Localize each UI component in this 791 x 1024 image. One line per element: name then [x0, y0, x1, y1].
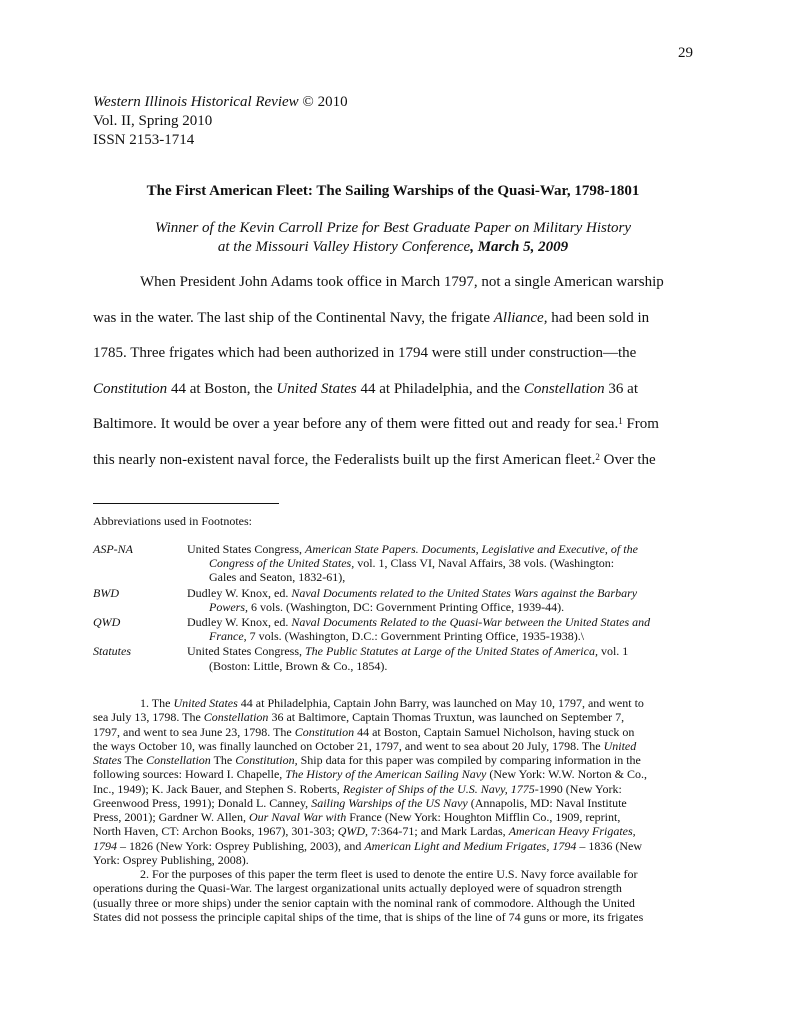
abbreviation-entry — [93, 586, 693, 614]
footnote-line: Press, 2001); Gardner W. Allen, Our Naval War with France (New York: Houghton Mifflin Co., 1909, reprint, — [93, 810, 621, 824]
subtitle-line-2 — [93, 238, 693, 257]
footnote-line: States did not possess the principle capital ships of the time, that is ships of the line of 74 guns or more, its frigates — [93, 909, 644, 924]
subtitle-conference: at the Missouri Valley History Conference — [217, 239, 471, 255]
abbreviation-entry — [93, 542, 693, 585]
footnote-line: following sources: Howard I. Chapelle, The History of the American Sailing Navy (New York: W.W. Norton & Co., — [93, 767, 647, 782]
journal-copyright: © 2010 — [298, 94, 348, 110]
footnote-line: 1797, and went to sea June 23, 1798. The Constitution 44 at Boston, Captain Samuel Nicholson, having stuck on — [93, 724, 635, 739]
footnote-line: 1794 – 1826 (New York: Osprey Publishing, 2003), and American Light and Medium Frigates, 1794 – 1836 (New — [93, 838, 642, 853]
abbreviation-entry — [93, 644, 693, 672]
footnote-separator — [93, 503, 279, 504]
article-title: The First American Fleet: The Sailing Warships of the Quasi-War, 1798-1801 — [146, 183, 640, 199]
abbreviation-key: QWD — [93, 615, 121, 630]
footnote-line: sea July 13, 1798. The Constellation 36 at Baltimore, Captain Thomas Truxtun, was launched on September 7, — [93, 710, 625, 725]
footnote-2: 2. For the purposes of this paper the term fleet is used to denote the entire U.S. Navy force available for — [140, 867, 638, 881]
journal-header — [93, 93, 348, 150]
abbreviation-key: ASP-NA — [93, 542, 133, 556]
footnote-line: North Haven, CT: Archon Books, 1967), 301-303; QWD, 7:364-71; and Mark Lardas, American Heavy Frigates, — [93, 824, 636, 839]
body-line: When President John Adams took office in March 1797, not a single American warship — [140, 274, 664, 290]
footnote-line: the ways October 10, was finally launched on October 21, 1797, and went to sea about 20 July, 1798. The United — [93, 738, 637, 753]
footnote-ref-2[interactable]: 2 — [595, 451, 600, 462]
footnote-line: States The Constellation The Constitution, Ship data for this paper was compiled by comparing information in the — [93, 753, 641, 767]
abbreviation-definition: United States Congress, The Public Statutes at Large of the United States of America, vol. 1 (Boston: Little, Brown & Co., 1854). — [187, 644, 629, 673]
article-subtitle — [93, 219, 693, 257]
body-line: Baltimore. It would be over a year before any of them were fitted out and ready for sea.$^1$ From — [93, 416, 659, 432]
footnotes — [93, 696, 696, 924]
footnote-line: operations during the Quasi-War. The largest organizational units actually deployed were of squadron strength — [93, 881, 622, 896]
footnote-line: Greenwood Press, 1991); Donald L. Canney, Sailing Warships of the US Navy (Annapolis, MD: Naval Institute — [93, 795, 627, 810]
body-line: this nearly non-existent naval force, the Federalists built up the first American fleet.$^2$ Over the — [93, 451, 656, 468]
abbreviations-heading: Abbreviations used in Footnotes: — [93, 514, 252, 528]
journal-issn: ISSN 2153-1714 — [93, 132, 195, 148]
footnote-line: (usually three or more ships) under the senior captain with the nominal rank of commodore. Although the United — [93, 895, 635, 910]
body-line: was in the water. The last ship of the Continental Navy, the frigate Alliance, had been sold in — [93, 309, 650, 326]
subtitle-line-1: Winner of the Kevin Carroll Prize for Best Graduate Paper on Military History — [154, 220, 632, 236]
abbreviation-key: Statutes — [93, 644, 131, 659]
footnote-1: 1. The United States 44 at Philadelphia, Captain John Barry, was launched on May 10, 1797, and went to — [140, 696, 644, 710]
body-line: 1785. Three frigates which had been authorized in 1794 were still under construction—the — [93, 345, 637, 361]
abbreviation-definition: Dudley W. Knox, ed. Naval Documents Related to the Quasi-War between the United States and France, 7 vols. (Washington, D.C.: Government Printing Office, 1935-1938).\ — [187, 615, 651, 644]
abbreviations-list — [93, 542, 693, 674]
abbreviation-key: BWD — [93, 585, 119, 600]
journal-volume: Vol. II, Spring 2010 — [93, 113, 213, 129]
journal-name: Western Illinois Historical Review — [93, 94, 299, 110]
abbreviation-definition: United States Congress, American State Papers. Documents, Legislative and Executive, of the Congress of the United States, vol. 1, Class VI, Naval Affairs, 38 vols. (Washington: Gales and Seaton, 1832-61), — [187, 542, 638, 585]
page-number: 29 — [678, 45, 693, 61]
subtitle-date: , March 5, 2009 — [470, 239, 569, 255]
abbreviation-entry — [93, 615, 693, 643]
body-paragraph — [93, 268, 696, 481]
abbreviation-definition: Dudley W. Knox, ed. Naval Documents related to the United States Wars against the Barbary Powers, 6 vols. (Washington, DC: Government Printing Office, 1939-44). — [187, 585, 638, 614]
footnote-line: Inc., 1949); K. Jack Bauer, and Stephen S. Roberts, Register of Ships of the U.S. Navy, 1775-1990 (New York: — [93, 781, 622, 796]
body-line: Constitution 44 at Boston, the United States 44 at Philadelphia, and the Constellation 36 at — [93, 380, 638, 397]
footnote-ref-1[interactable]: 1 — [618, 416, 623, 426]
footnote-line: York: Osprey Publishing, 2008). — [93, 852, 249, 867]
